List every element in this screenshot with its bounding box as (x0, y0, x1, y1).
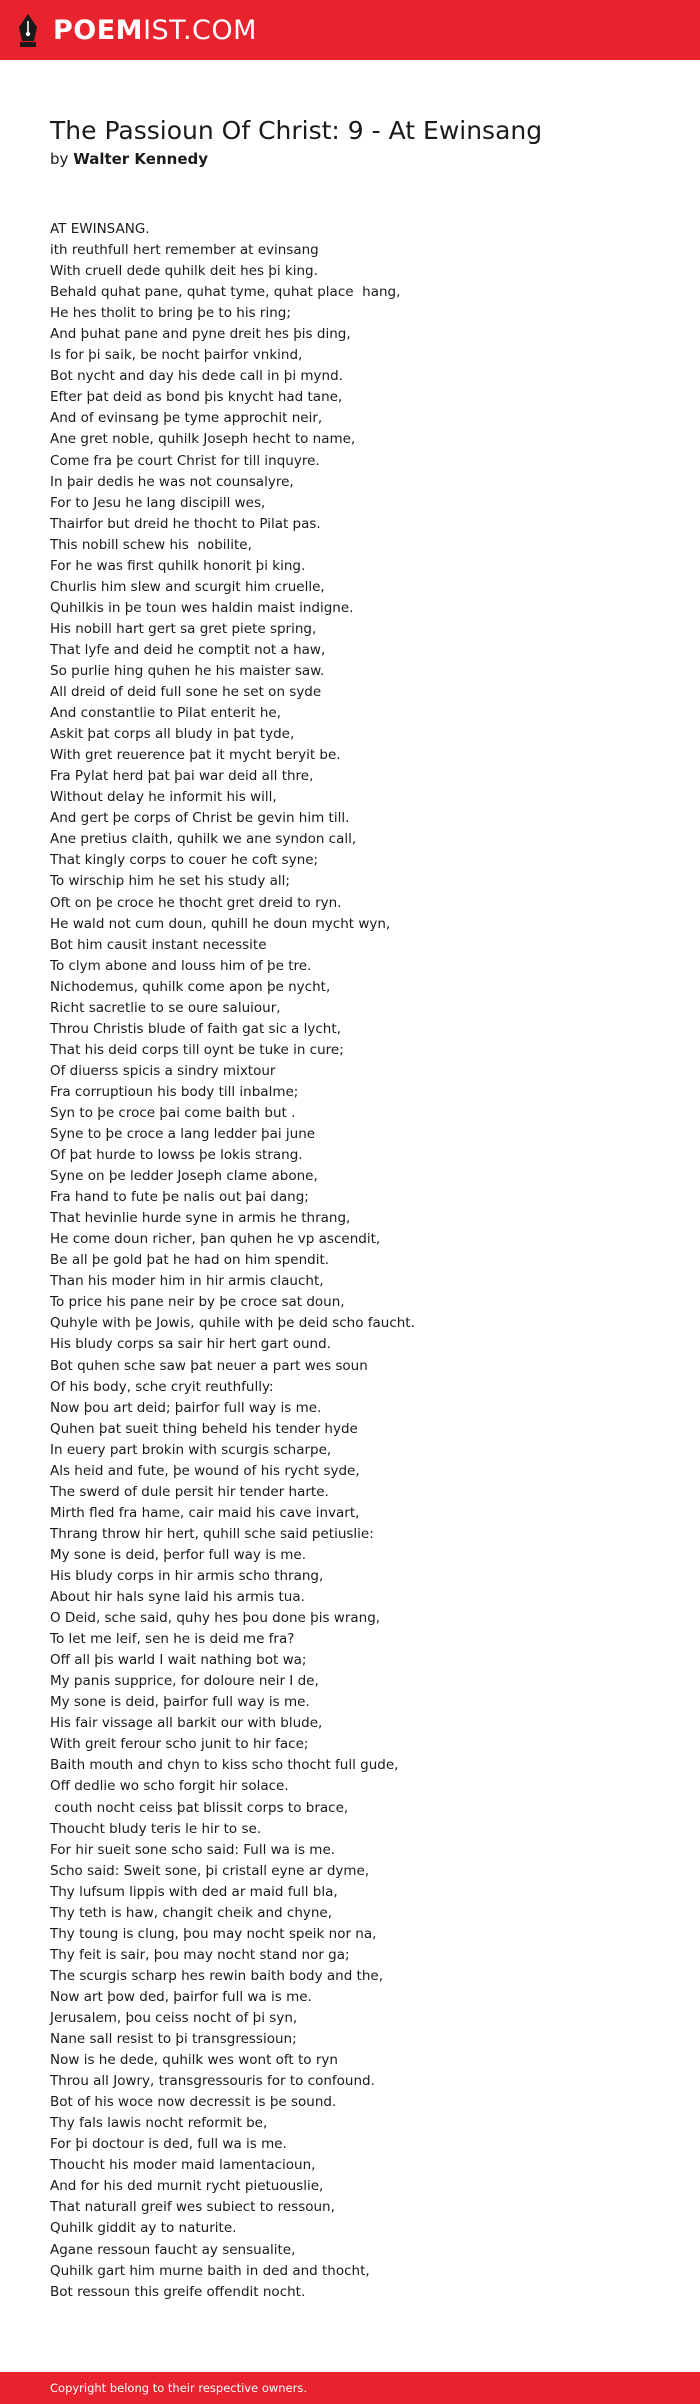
poem-line: Now þou art deid; þairfor full way is me. (50, 1399, 322, 1416)
poem-line: Als heid and fute, þe wound of his rycht syde, (50, 1462, 360, 1479)
poem-line: ith reuthfull hert remember at evinsang (50, 242, 319, 259)
poem-title: The Passioun Of Christ: 9 - At Ewinsang (50, 116, 543, 145)
poem-line: Throu Christis blude of faith gat sic a lycht, (50, 1020, 341, 1037)
poem-line: O Deid, sche said, quhy hes þou done þis wrang, (50, 1610, 381, 1627)
poem-line: Bot of his woce now decressit is þe sound. (50, 2094, 337, 2111)
poem-line: Agane ressoun faucht ay sensualite, (50, 2241, 296, 2258)
poem-line: Nane sall resist to þi transgressioun; (50, 2031, 297, 2048)
poem-line: To let me leif, sen he is deid me fra? (50, 1631, 295, 1648)
poem-line: In þair dedis he was not counsalyre, (50, 473, 294, 490)
poem-line: And of evinsang þe tyme approchit neir, (50, 410, 323, 427)
logo-wordmark (53, 14, 257, 46)
author-name[interactable]: Walter Kennedy (73, 150, 209, 168)
poem-line: The swerd of dule persit hir tender harte. (50, 1483, 329, 1500)
poem-line: Baith mouth and chyn to kiss scho thocht full gude, (50, 1757, 399, 1774)
poem-line: Thy lufsum lippis with ded ar maid full bla, (50, 1883, 338, 1900)
poem-line: He hes tholit to bring þe to his ring; (50, 305, 291, 322)
poem-line: Churlis him slew and scurgit him cruelle, (50, 578, 325, 595)
poem-line: And þuhat pane and pyne dreit hes þis ding, (50, 326, 351, 343)
poem-line: Ane pretius claith, quhilk we ane syndon call, (50, 831, 357, 848)
poem-line: Quhen þat sueit thing beheld his tender hyde (50, 1420, 358, 1437)
poem-line: My sone is deid, þerfor full way is me. (50, 1546, 307, 1563)
poem-line: With greit ferour scho junit to hir face; (50, 1736, 309, 1753)
poem-line: Is for þi saik, be nocht þairfor vnkind, (50, 347, 303, 364)
poem-line: Quhilk gart him murne baith in ded and thocht, (50, 2262, 370, 2279)
poem-body (50, 219, 415, 2303)
poem-line: With gret reuerence þat it mycht beryit be. (50, 747, 341, 764)
poem-line: Thy fals lawis nocht reformit be, (50, 2115, 268, 2132)
poem-line: My sone is deid, þairfor full way is me. (50, 1694, 310, 1711)
poem-line: For þi doctour is ded, full wa is me. (50, 2136, 287, 2153)
poem-line: He wald not cum doun, quhill he doun mycht wyn, (50, 915, 391, 932)
poem-line: Now is he dede, quhilk wes wont oft to ryn (50, 2052, 338, 2069)
poem-line: For hir sueit sone scho said: Full wa is me. (50, 1841, 336, 1858)
poem-line: Bot him causit instant necessite (50, 936, 267, 953)
poem-line: My panis supprice, for doloure neir I de, (50, 1673, 319, 1690)
poem-line: Askit þat corps all bludy in þat tyde, (50, 726, 295, 743)
poem-line: Behald quhat pane, quhat tyme, quhat place hang, (50, 284, 401, 301)
poem-line: Throu all Jowry, transgressouris for to confound. (50, 2073, 375, 2090)
poem-line: For to Jesu he lang discipill wes, (50, 494, 266, 511)
poem-line: Fra hand to fute þe nalis out þai dang; (50, 1189, 309, 1206)
poem-line: That hevinlie hurde syne in armis he thrang, (50, 1210, 351, 1227)
site-logo[interactable] (17, 13, 257, 47)
poem-line: Of þat hurde to lowss þe lokis strang. (50, 1147, 303, 1164)
poem-line: This nobill schew his nobilite, (50, 536, 252, 553)
poem-line: Quhilk giddit ay to naturite. (50, 2220, 237, 2237)
poem-line: Richt sacretlie to se oure saluiour, (50, 999, 281, 1016)
poem-line: Syn to þe croce þai come baith but . (50, 1104, 296, 1121)
poem-line: Bot quhen sche saw þat neuer a part wes soun (50, 1357, 368, 1374)
poem-line: And gert þe corps of Christ be gevin him till. (50, 810, 350, 827)
poem-line: Quhilkis in þe toun wes haldin maist indigne. (50, 599, 354, 616)
poem-line: Off all þis warld I wait nathing bot wa; (50, 1652, 307, 1669)
poem-line: About hir hals syne laid his armis tua. (50, 1589, 305, 1606)
site-header (0, 0, 700, 60)
logo-text-bold: POEM (53, 14, 144, 46)
poem-line: Efter þat deid as bond þis knycht had tane, (50, 389, 343, 406)
poem-byline (50, 149, 542, 169)
poem-line: Without delay he informit his will, (50, 789, 277, 806)
poem-line: Nichodemus, quhilk come apon þe nycht, (50, 978, 331, 995)
poem-line: Now art þow ded, þairfor full wa is me. (50, 1988, 312, 2005)
poem-line: Scho said: Sweit sone, þi cristall eyne ar dyme, (50, 1862, 370, 1879)
poem-line: Fra corruptioun his body till inbalme; (50, 1083, 299, 1100)
poem-line: To clym abone and louss him of þe tre. (50, 957, 312, 974)
poem-line: Fra Pylat herd þat þai war deid all thre, (50, 768, 314, 785)
poem-line: Mirth fled fra hame, cair maid his cave invart, (50, 1504, 360, 1521)
poem-line: Syne on þe ledder Joseph clame abone, (50, 1168, 318, 1185)
poem-line: Be all þe gold þat he had on him spendit. (50, 1252, 330, 1269)
poem-line: Syne to þe croce a lang ledder þai june (50, 1126, 316, 1143)
poem-line: Jerusalem, þou ceiss nocht of þi syn, (50, 2009, 298, 2026)
poem-line: couth nocht ceiss þat blissit corps to brace, (50, 1799, 349, 1816)
poem-line: That his deid corps till oynt be tuke in cure; (50, 1041, 344, 1058)
poem-line: Thy teth is haw, changit cheik and chyne, (50, 1904, 333, 1921)
poem-line: That kingly corps to couer he coft syne; (50, 852, 319, 869)
poem-line: Of his body, sche cryit reuthfully: (50, 1378, 274, 1395)
poem-line: Thy toung is clung, þou may nocht speik nor na, (50, 1925, 377, 1942)
poem-line: That lyfe and deid he comptit not a haw, (50, 641, 326, 658)
poem-header (50, 114, 542, 169)
poem-line: Come fra þe court Christ for till inquyre. (50, 452, 320, 469)
poem-line: His bludy corps sa sair hir hert gart ound. (50, 1336, 331, 1353)
poem-line: His bludy corps in hir armis scho thrang, (50, 1568, 324, 1584)
poem-line: To price his pane neir by þe croce sat doun, (50, 1294, 345, 1311)
poem-line: In euery part brokin with scurgis scharpe, (50, 1441, 332, 1458)
poem-line: And for his ded murnit rycht pietuouslie, (50, 2178, 324, 2195)
poem-line: With cruell dede quhilk deit hes þi king. (50, 263, 318, 280)
pen-nib-icon (17, 13, 39, 47)
by-label: by (50, 150, 69, 168)
poem-line: Bot ressoun this greife offendit nocht. (50, 2283, 306, 2300)
poem-line: Bot nycht and day his dede call in þi mynd. (50, 368, 343, 385)
copyright-notice: Copyright belong to their respective owners. (50, 2381, 308, 2395)
poem-line: The scurgis scharp hes rewin baith body and the, (50, 1967, 383, 1984)
site-footer (0, 2372, 700, 2404)
poem-line: Thairfor but dreid he thocht to Pilat pas. (50, 515, 321, 532)
poem-line: AT EWINSANG. (50, 221, 150, 237)
poem-line: And constantlie to Pilat enterit he, (50, 705, 281, 722)
poem-line: His fair vissage all barkit our with blude, (50, 1715, 323, 1732)
poem-line: All dreid of deid full sone he set on syde (50, 684, 322, 701)
poem-line: Thy feit is sair, þou may nocht stand nor ga; (50, 1946, 350, 1963)
poem-line: He come doun richer, þan quhen he vp ascendit, (50, 1231, 381, 1248)
poem-line: Off dedlie wo scho forgit hir solace. (50, 1778, 289, 1795)
poem-line: Thoucht his moder maid lamentacioun, (50, 2157, 316, 2174)
poem-line: His nobill hart gert sa gret piete spring, (50, 620, 317, 637)
logo-text-light: IST.COM (143, 14, 257, 46)
poem-line: So purlie hing quhen he his maister saw. (50, 662, 325, 679)
poem-line: Of diuerss spicis a sindry mixtour (50, 1062, 276, 1079)
poem-line: Thoucht bludy teris le hir to se. (50, 1820, 262, 1837)
poem-line: Than his moder him in hir armis claucht, (50, 1273, 324, 1290)
poem-line: Quhyle with þe Jowis, quhile with þe deid scho faucht. (50, 1315, 415, 1332)
poem-line: That naturall greif wes subiect to ressoun, (50, 2199, 335, 2216)
poem-line: To wirschip him he set his study all; (50, 873, 290, 890)
poem-line: For he was first quhilk honorit þi king. (50, 557, 306, 574)
poem-line: Oft on þe croce he thocht gret dreid to ryn. (50, 894, 342, 911)
poem-line: Thrang throw hir hert, quhill sche said petiuslie: (50, 1525, 374, 1542)
poem-line: Ane gret noble, quhilk Joseph hecht to name, (50, 431, 356, 448)
